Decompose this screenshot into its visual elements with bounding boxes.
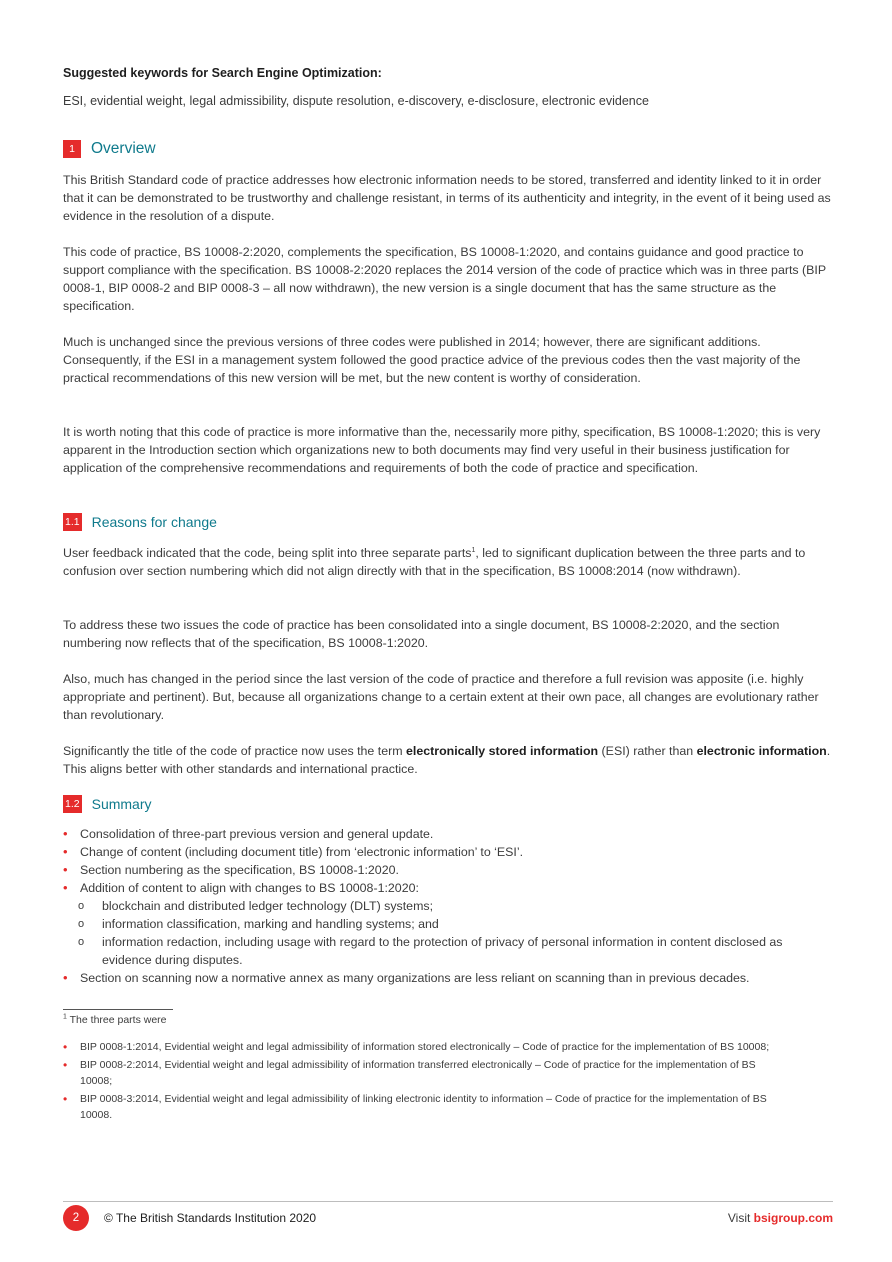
text-run: (ESI) rather than [598,744,697,758]
footnote-title [63,1014,167,1026]
keywords-list: ESI, evidential weight, legal admissibility, dispute resolution, e-discovery, e-disclosure, electronic evidence [63,94,649,108]
overview-paragraph-1: This British Standard code of practice addresses how electronic information needs to be stored, transferred and identity linked to it in order that it can be demonstrated to be trustworthy and challenge resistant, in terms of its authenticity and integrity, in the event of it being used as evidence in the resolution of a dispute. [63,173,831,223]
section-number-badge: 1 [63,140,81,158]
sub-list-item [80,915,833,933]
sub-list-text: blockchain and distributed ledger technology (DLT) systems; [102,899,434,913]
list-item: • Consolidation of three-part previous version and general update. [63,825,833,843]
section-number-badge: 1.1 [63,513,82,531]
text-run: Significantly the title of the code of practice now uses the term [63,744,406,758]
section-1-heading [63,140,156,158]
section-title: Reasons for change [91,514,217,530]
footer-divider [63,1201,833,1202]
sub-list-item [80,897,833,915]
footnote-item: • BIP 0008-2:2014, Evidential weight and legal admissibility of information transferred electronically – Code of practice for the implementation of BS 10008; [63,1057,783,1089]
sub-bullet-marker: o [78,918,85,930]
section-title: Summary [91,796,152,812]
reasons-paragraph-3: Also, much has changed in the period since the last version of the code of practice and therefore a full revision was apposite (i.e. highly appropriate and pertinent). But, because all organizations change to a certain extent at their own pace, all changes are evolutionary rather than revolutionary. [63,672,819,722]
text-run: User feedback indicated that the code, being split into three separate parts [63,546,472,560]
summary-sublist [80,897,833,969]
visit-label: Visit [727,1211,754,1225]
list-item: • Section on scanning now a normative annex as many organizations are less reliant on scanning than in previous decades. [63,969,833,987]
sub-bullet-marker: o [78,936,85,948]
list-item: • Change of content (including document title) from ‘electronic information’ to ‘ESI’. [63,843,833,861]
list-item [63,879,833,969]
bold-term: electronic information [696,744,827,758]
summary-list [63,825,833,987]
footnote-item: • BIP 0008-3:2014, Evidential weight and legal admissibility of linking electronic identity to information – Code of practice for the implementation of BS 10008. [63,1091,783,1123]
text-run: , led to significant duplication between the three parts and to confusion over section numbering which did not align directly with that in the specification, BS 10008:2014 (now withdrawn). [63,546,806,578]
text-run: . This aligns better with other standards and international practice. [63,744,831,776]
sub-list-item [80,933,833,969]
section-1-2-heading [63,795,152,813]
footnote-item: • BIP 0008-1:2014, Evidential weight and legal admissibility of information stored electronically – Code of practice for the implementation of BS 10008; [63,1039,783,1055]
overview-paragraph-3: Much is unchanged since the previous versions of three codes were published in 2014; however, there are significant additions. Consequently, if the ESI in a management system followed the good practice advice of the previous codes then the vast majority of the practical recommendations of this new version will be met, but the new content is worthy of consideration. [63,335,801,385]
footnote-divider [63,1009,173,1010]
footnote-ref: 1 [471,546,476,554]
section-1-1-heading [63,513,217,531]
section-title: Overview [91,140,156,157]
reasons-paragraph-2: To address these two issues the code of practice has been consolidated into a single document, BS 10008-2:2020, and the section numbering now reflects that of the specification, BS 10008-1:2020. [63,618,780,650]
footnote-list [63,1039,783,1125]
sub-list-text: information classification, marking and handling systems; and [102,917,439,931]
footnote-marker: 1 [63,1013,67,1021]
overview-paragraph-2: This code of practice, BS 10008-2:2020, complements the specification, BS 10008-1:2020, and contains guidance and good practice to support compliance with the specification. BS 10008-2:2020 replaces the 2014 version of the code of practice which was in three parts (BIP 0008-1, BIP 0008-2 and BIP 0008-3 – all now withdrawn), the new version is a single document that has the same structure as the specification. [63,245,826,313]
overview-paragraph-4: It is worth noting that this code of practice is more informative than the, necessarily more pithy, specification, BS 10008-1:2020; this is very apparent in the Introduction section which organizations new to both documents may find very useful in their business justification for application of the comprehensive recommendations and requirements of both the code of practice and specification. [63,425,821,475]
reasons-paragraph-4 [63,742,833,778]
sub-bullet-marker: o [78,900,85,912]
footnote-title-text: The three parts were [69,1014,167,1026]
website-link[interactable]: bsigroup.com [753,1211,833,1225]
list-item-text: Addition of content to align with changes to BS 10008-1:2020: [80,881,419,895]
copyright-text: © The British Standards Institution 2020 [104,1211,317,1225]
keywords-title: Suggested keywords for Search Engine Optimization: [63,66,382,80]
reasons-paragraph-1 [63,544,833,580]
section-number-badge: 1.2 [63,795,82,813]
page-number-badge: 2 [63,1205,89,1231]
visit-link-text [728,1211,833,1225]
list-item: • Section numbering as the specification, BS 10008-1:2020. [63,861,833,879]
sub-list-text: information redaction, including usage with regard to the protection of privacy of personal information in content disclosed as evidence during disputes. [102,935,783,967]
bold-term: electronically stored information [406,744,599,758]
